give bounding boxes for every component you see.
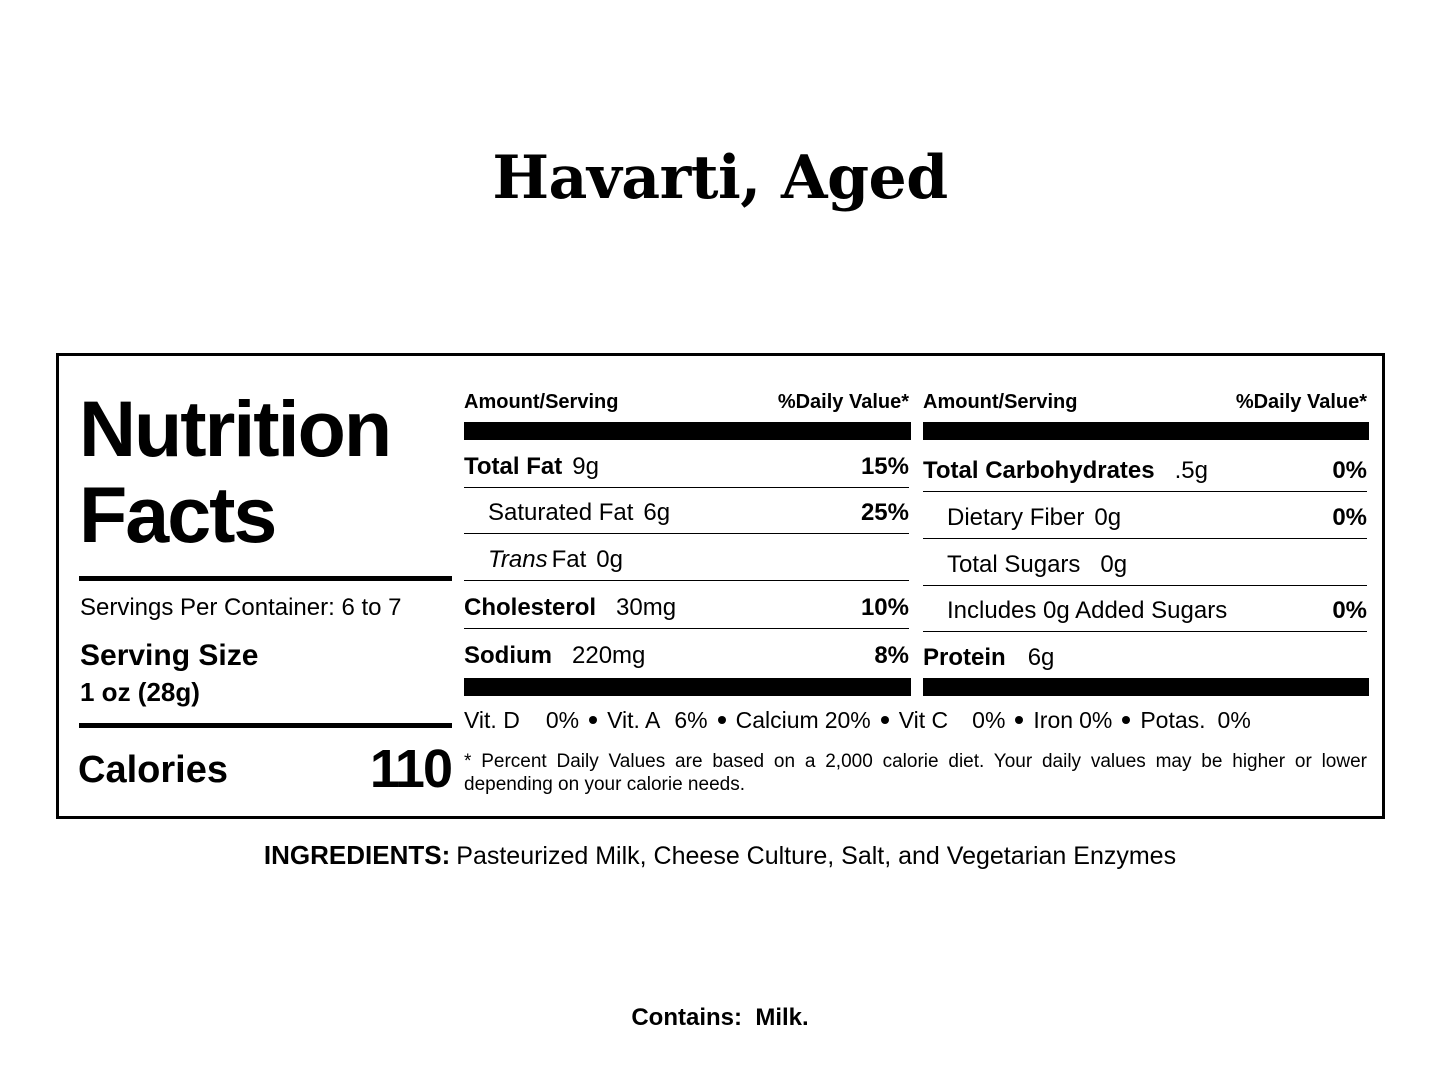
divider-bar: [464, 678, 911, 696]
nutrition-facts-panel: [56, 353, 1385, 819]
vitamin-item: Potas. 0%: [1140, 707, 1251, 733]
servings-per-container: Servings Per Container: 6 to 7: [80, 594, 402, 621]
bullet-dot: [589, 716, 597, 724]
nutrient-name: Includes 0g Added Sugars: [947, 597, 1228, 624]
nutrient-name: Dietary Fiber: [947, 504, 1085, 531]
divider-thick: [79, 576, 452, 581]
vitamin-item: Iron 0%: [1033, 707, 1113, 733]
nutrient-amount: 0g: [1100, 551, 1128, 578]
amount-serving-header: Amount/Serving: [923, 391, 1078, 413]
nutrient-name: Protein: [923, 644, 1006, 671]
column-header: [464, 390, 909, 414]
nutrient-dv: 0%: [1332, 597, 1367, 624]
nutrient-name: Total Carbohydrates: [923, 457, 1155, 484]
nutrient-dv: 10%: [860, 594, 909, 621]
nutrient-dv: 0%: [1332, 504, 1367, 531]
ingredients-text: Pasteurized Milk, Cheese Culture, Salt, and Vegetarian Enzymes: [456, 842, 1177, 870]
product-title: Havarti, Aged: [492, 143, 948, 213]
ingredients-statement: [0, 838, 1440, 873]
nutrient-amount: 0g: [596, 546, 623, 573]
nutrient-amount: 9g: [572, 453, 599, 480]
nutrient-amount: 30mg: [616, 594, 677, 621]
daily-value-header: %Daily Value*: [1235, 391, 1367, 413]
vitamins-minerals-row: [464, 705, 1364, 735]
divider-bar: [464, 422, 911, 440]
nutrient-row-total-fat: [464, 444, 909, 488]
heading-line-1: Nutrition: [79, 384, 391, 473]
nutrient-dv: 25%: [860, 499, 909, 526]
nutrient-row-total-carbohydrates: [923, 448, 1367, 492]
divider-bar: [923, 678, 1369, 696]
nutrient-row-trans-fat: [464, 537, 909, 581]
daily-value-footnote: * Percent Daily Values are based on a 2,000 calorie diet. Your daily values may be higher or lower depending on your calorie needs.: [464, 751, 1367, 795]
nutrient-name: Total Sugars: [947, 551, 1081, 578]
serving-size-label: Serving Size: [80, 639, 259, 672]
nutrient-row-dietary-fiber: [923, 495, 1367, 539]
nutrient-name: Saturated Fat: [488, 499, 634, 526]
daily-value-header: %Daily Value*: [777, 391, 909, 413]
vitamin-item: Vit C 0%: [898, 707, 1006, 733]
nutrient-row-saturated-fat: [464, 490, 909, 534]
nutrient-amount: 6g: [1027, 644, 1055, 671]
nutrient-name: Cholesterol: [464, 594, 597, 621]
nutrient-name: Fat: [551, 546, 587, 573]
vitamin-item: Calcium 20%: [735, 707, 871, 733]
nutrient-row-cholesterol: [464, 585, 909, 629]
nutrient-row-added-sugars: [923, 588, 1367, 632]
divider-bar: [923, 422, 1369, 440]
nutrient-column-left: [464, 356, 909, 706]
serving-size-value: 1 oz (28g): [80, 677, 200, 707]
divider-thick: [79, 723, 452, 728]
nutrient-dv: 15%: [860, 453, 909, 480]
calories-label: Calories: [78, 749, 228, 791]
nutrient-amount: 220mg: [572, 642, 646, 669]
bullet-dot: [881, 716, 889, 724]
nutrient-amount: 6g: [643, 499, 671, 526]
nutrient-amount: 0g: [1094, 504, 1122, 531]
nutrient-name: Sodium: [464, 642, 552, 669]
ingredients-label: INGREDIENTS:: [263, 840, 451, 870]
allergen-statement: Contains: Milk.: [631, 1004, 809, 1031]
nutrient-name: Total Fat: [464, 453, 563, 480]
nutrient-name-italic: Trans: [488, 546, 548, 573]
nutrient-row-protein: [923, 635, 1367, 679]
vitamin-item: Vit. D 0%: [464, 707, 580, 733]
heading-line-2: Facts: [79, 470, 276, 559]
column-header: [923, 390, 1367, 414]
nutrient-column-right: [923, 356, 1367, 706]
bullet-dot: [1122, 716, 1130, 724]
nutrient-dv: 0%: [1332, 457, 1367, 484]
calories-value: 110: [369, 739, 451, 799]
nutrient-row-total-sugars: [923, 542, 1367, 586]
nutrient-amount: .5g: [1174, 457, 1208, 484]
bullet-dot: [718, 716, 726, 724]
vitamin-item: Vit. A 6%: [607, 707, 708, 733]
nutrient-row-sodium: [464, 633, 909, 677]
amount-serving-header: Amount/Serving: [464, 391, 619, 413]
nutrition-facts-heading: [79, 386, 459, 558]
bullet-dot: [1015, 716, 1023, 724]
nutrient-dv: 8%: [874, 642, 909, 669]
